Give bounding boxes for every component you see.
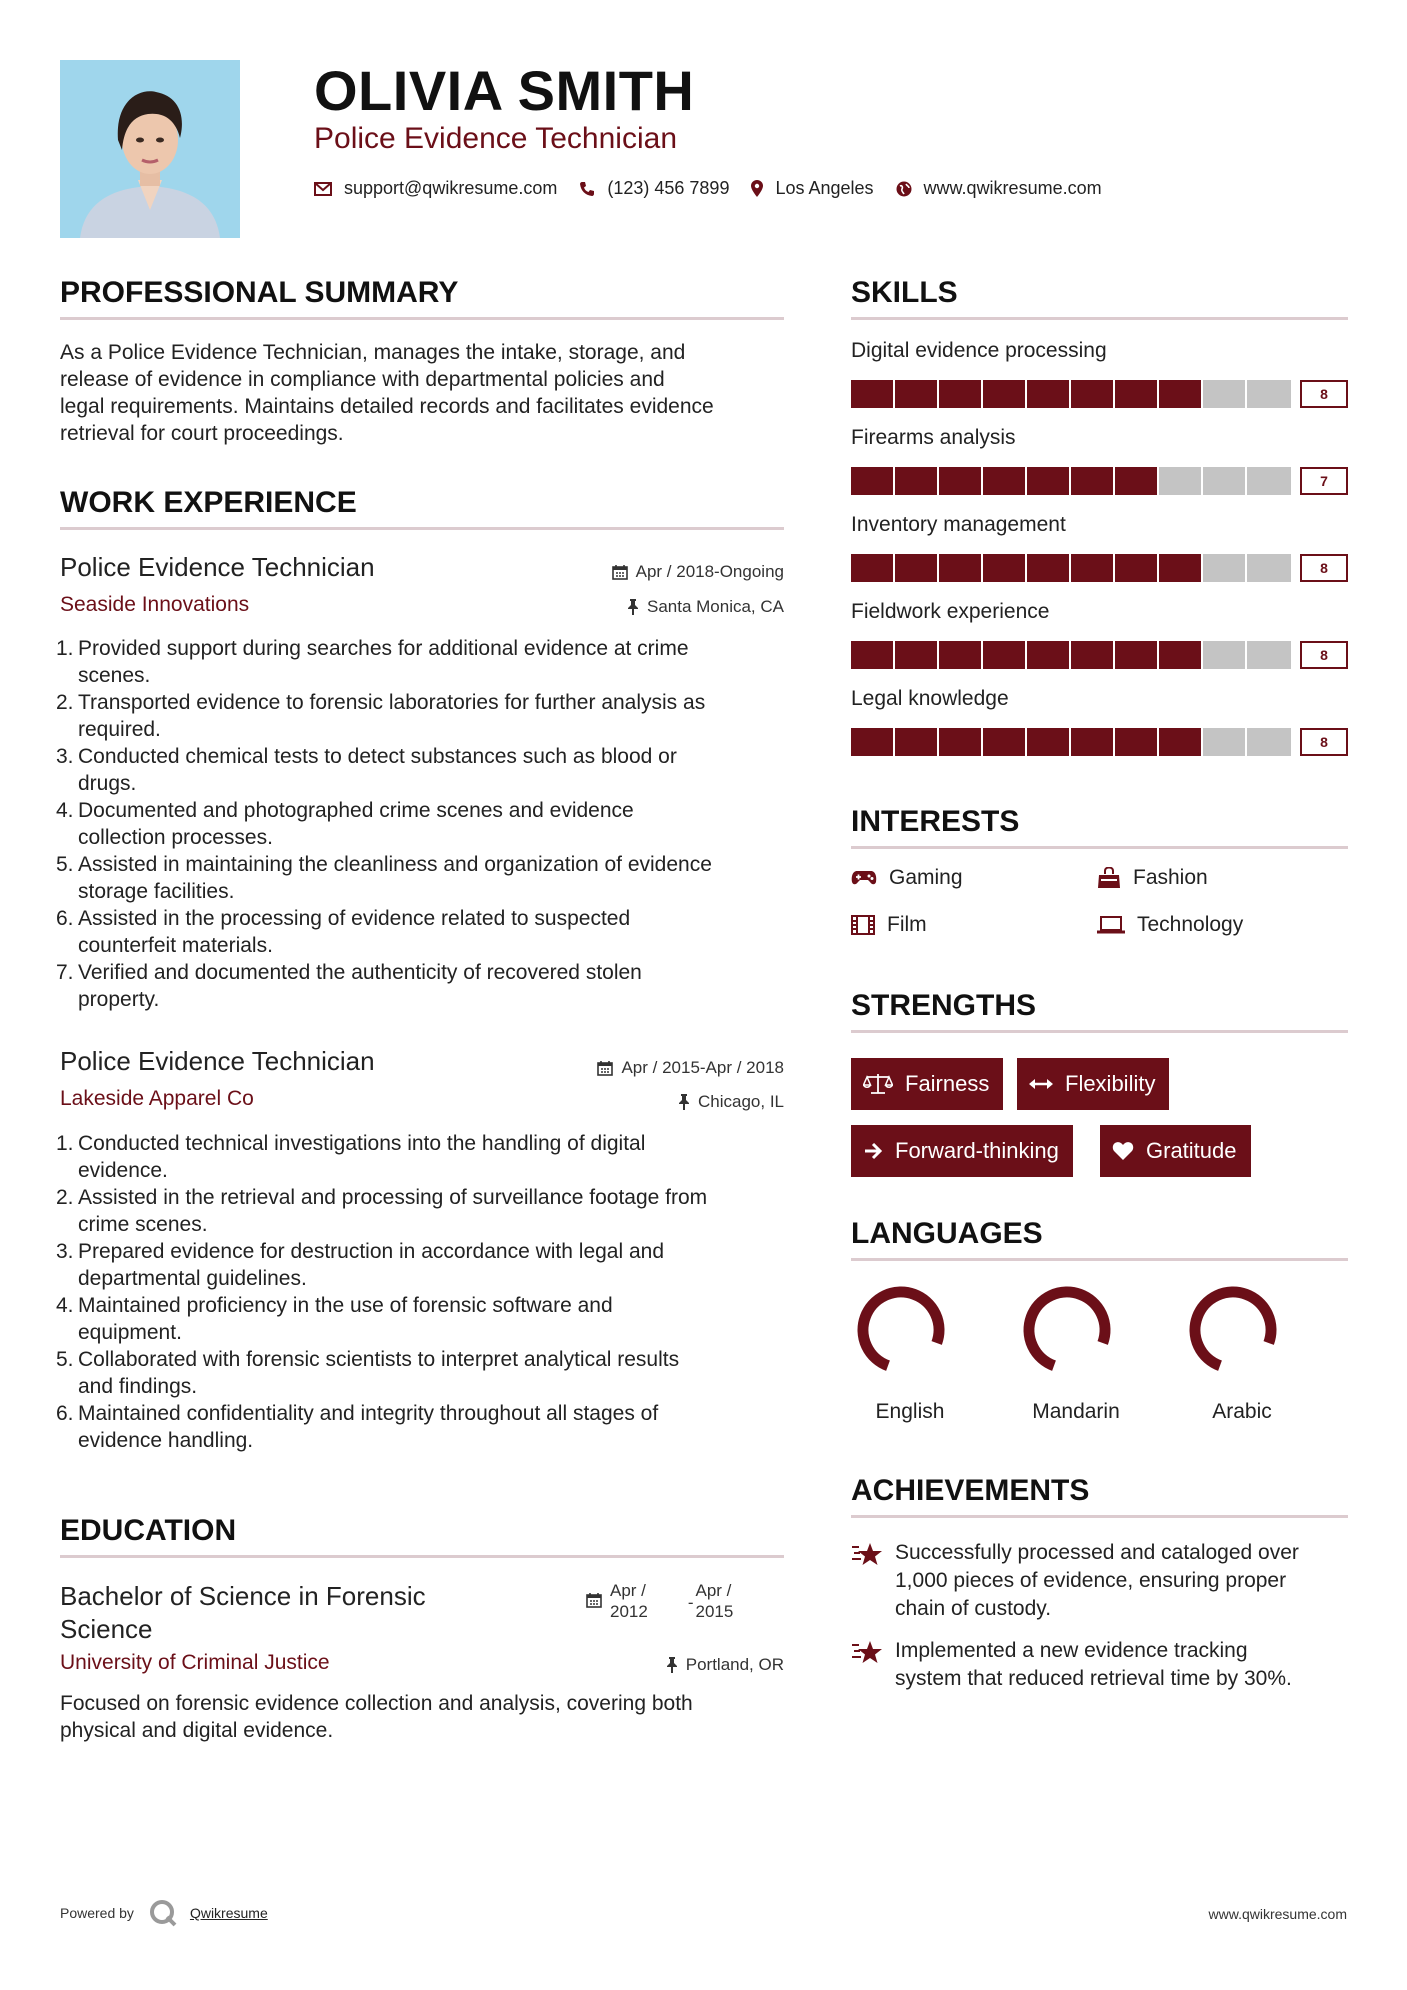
achievement-item xyxy=(851,1539,1351,1623)
film-icon xyxy=(851,915,875,935)
education-end xyxy=(696,1580,734,1622)
brand-link[interactable]: Qwikresume xyxy=(189,1905,268,1921)
interest-label: Technology xyxy=(1137,913,1244,936)
strength-label: Forward-thinking xyxy=(895,1138,1059,1163)
skill-bar xyxy=(851,554,1291,582)
shopping-bag-icon xyxy=(1097,867,1121,889)
skill-segment-filled xyxy=(1071,554,1113,582)
skill-segment-filled xyxy=(1115,467,1157,495)
language-level-ring xyxy=(1029,1292,1105,1366)
list-number: 4. xyxy=(56,1294,74,1317)
globe-icon xyxy=(896,181,912,197)
list-item xyxy=(56,851,800,905)
job-title: Police Evidence Technician xyxy=(60,1046,375,1076)
job-title: Police Evidence Technician xyxy=(60,552,375,582)
skill-segment-filled xyxy=(1115,554,1157,582)
summary-divider xyxy=(60,317,784,320)
skill-segment-empty xyxy=(1247,380,1291,408)
degree-line: Bachelor of Science in Forensic xyxy=(60,1581,426,1611)
skill-segment-filled xyxy=(895,380,937,408)
list-number: 2. xyxy=(56,1186,74,1209)
list-number: 2. xyxy=(56,691,74,714)
pin-icon xyxy=(627,599,639,615)
strength-tag-fairness xyxy=(851,1058,1003,1110)
skill-segment-filled xyxy=(1027,641,1069,669)
skill-segment-filled xyxy=(983,467,1025,495)
footer-branding xyxy=(60,1898,268,1928)
education-start xyxy=(610,1580,648,1622)
skill-score: 8 xyxy=(1300,554,1348,582)
skill-score: 8 xyxy=(1300,380,1348,408)
achievement-item xyxy=(851,1637,1351,1693)
skill-name: Digital evidence processing xyxy=(851,339,1107,362)
list-text: storage facilities. xyxy=(78,880,235,903)
list-item xyxy=(56,1130,800,1184)
list-text: evidence handling. xyxy=(78,1429,254,1452)
skill-segment-filled xyxy=(1027,380,1069,408)
skill-segment-filled xyxy=(1115,380,1157,408)
degree-title xyxy=(60,1580,426,1646)
summary-heading: PROFESSIONAL SUMMARY xyxy=(60,276,459,309)
skill-segment-empty xyxy=(1203,728,1245,756)
skill-score: 8 xyxy=(1300,641,1348,669)
list-text: collection processes. xyxy=(78,826,273,849)
summary-line: release of evidence in compliance with departmental policies and xyxy=(60,368,665,391)
map-marker-icon xyxy=(751,180,763,197)
skill-segment-filled xyxy=(983,380,1025,408)
education-desc-line: physical and digital evidence. xyxy=(60,1719,334,1742)
gamepad-icon xyxy=(851,870,877,886)
skill-segment-filled xyxy=(939,554,981,582)
job-location-text: Chicago, IL xyxy=(698,1092,784,1111)
achievement-line: 1,000 pieces of evidence, ensuring proper xyxy=(895,1569,1287,1592)
powered-by-text: Powered by xyxy=(60,1905,134,1921)
list-text: drugs. xyxy=(78,772,137,795)
skill-segment-filled xyxy=(1071,641,1113,669)
skill-segment-filled xyxy=(939,641,981,669)
star-medal-icon xyxy=(851,1639,883,1665)
list-number: 3. xyxy=(56,1240,74,1263)
language-label: English xyxy=(875,1400,945,1423)
company-name: Lakeside Apparel Co xyxy=(60,1087,254,1110)
degree-line: Science xyxy=(60,1614,153,1644)
list-number: 7. xyxy=(56,961,74,984)
skill-bar xyxy=(851,380,1291,408)
interest-label: Film xyxy=(887,913,927,936)
list-text: Verified and documented the authenticity of recovered stolen xyxy=(78,961,642,984)
skill-segment-empty xyxy=(1247,641,1291,669)
skill-segment-empty xyxy=(1247,728,1291,756)
job-location-text: Santa Monica, CA xyxy=(646,597,784,616)
skill-segment-filled xyxy=(983,641,1025,669)
list-text: Transported evidence to forensic laboratories for further analysis as xyxy=(78,691,706,714)
phone-icon xyxy=(579,181,595,197)
job-dates xyxy=(484,562,784,582)
skill-segment-filled xyxy=(1115,728,1157,756)
contact-email[interactable] xyxy=(314,178,557,199)
skill-segment-filled xyxy=(1071,728,1113,756)
calendar-icon xyxy=(612,564,628,580)
skill-segment-filled xyxy=(895,467,937,495)
list-text: Conducted technical investigations into the handling of digital xyxy=(78,1132,646,1155)
skill-segment-filled xyxy=(1159,641,1201,669)
skill-segment-filled xyxy=(939,380,981,408)
profile-photo xyxy=(60,60,240,238)
interest-label: Fashion xyxy=(1133,866,1208,889)
list-text: evidence. xyxy=(78,1159,168,1182)
list-text: counterfeit materials. xyxy=(78,934,273,957)
list-item xyxy=(56,1346,800,1400)
skill-bar xyxy=(851,728,1291,756)
email-text: support@qwikresume.com xyxy=(344,178,558,198)
skill-bar xyxy=(851,641,1291,669)
list-item xyxy=(56,1400,800,1454)
skill-score: 8 xyxy=(1300,728,1348,756)
skill-segment-filled xyxy=(983,728,1025,756)
education-location xyxy=(484,1655,784,1675)
list-number: 1. xyxy=(56,1132,74,1155)
skill-segment-filled xyxy=(1027,467,1069,495)
achievement-line: Implemented a new evidence tracking xyxy=(895,1639,1248,1662)
skill-name: Fieldwork experience xyxy=(851,600,1050,623)
interest-film xyxy=(851,913,927,937)
list-item xyxy=(56,1292,800,1346)
star-medal-icon xyxy=(851,1541,883,1567)
qwikresume-logo-icon xyxy=(148,1898,178,1928)
skill-segment-empty xyxy=(1203,380,1245,408)
achievement-line: system that reduced retrieval time by 30%. xyxy=(895,1667,1292,1690)
phone-text: (123) 456 7899 xyxy=(607,178,730,198)
list-text: scenes. xyxy=(78,664,151,687)
skill-segment-filled xyxy=(1159,380,1201,408)
footer-site-link[interactable]: www.qwikresume.com xyxy=(1208,1906,1347,1922)
pin-icon xyxy=(666,1657,678,1673)
date-part: 2012 xyxy=(610,1602,648,1621)
experience-heading: WORK EXPERIENCE xyxy=(60,486,357,519)
date-part: 2015 xyxy=(695,1602,734,1621)
skill-segment-filled xyxy=(895,641,937,669)
list-text: and findings. xyxy=(78,1375,198,1398)
skill-segment-filled xyxy=(1071,467,1113,495)
strength-label: Fairness xyxy=(905,1071,990,1096)
list-text: Maintained confidentiality and integrity throughout all stages of xyxy=(78,1402,659,1425)
achievement-line: Successfully processed and cataloged over xyxy=(895,1541,1299,1564)
summary-line: retrieval for court proceedings. xyxy=(60,422,344,445)
skill-segment-empty xyxy=(1203,641,1245,669)
strengths-divider xyxy=(851,1030,1348,1033)
skill-segment-filled xyxy=(895,554,937,582)
education-description xyxy=(60,1690,800,1744)
skill-segment-empty xyxy=(1247,554,1291,582)
skills-heading: SKILLS xyxy=(851,276,958,309)
skill-segment-empty xyxy=(1247,467,1291,495)
list-number: 5. xyxy=(56,1348,74,1371)
pin-icon xyxy=(678,1094,690,1110)
contact-phone[interactable] xyxy=(579,178,729,199)
job-task-list xyxy=(56,635,800,1013)
languages-divider xyxy=(851,1258,1348,1261)
candidate-name: OLIVIA SMITH xyxy=(314,59,695,122)
languages-heading: LANGUAGES xyxy=(851,1217,1043,1250)
list-text: Provided support during searches for additional evidence at crime xyxy=(78,637,689,660)
job-dates xyxy=(484,1058,784,1078)
skill-segment-filled xyxy=(851,380,893,408)
interests-heading: INTERESTS xyxy=(851,805,1020,838)
list-item xyxy=(56,797,800,851)
list-text: Maintained proficiency in the use of forensic software and xyxy=(78,1294,613,1317)
candidate-title: Police Evidence Technician xyxy=(314,122,678,155)
list-text: Assisted in maintaining the cleanliness and organization of evidence xyxy=(78,853,712,876)
skills-divider xyxy=(851,317,1348,320)
interest-technology xyxy=(1097,913,1243,937)
list-number: 4. xyxy=(56,799,74,822)
skill-segment-filled xyxy=(939,728,981,756)
skill-segment-filled xyxy=(851,467,893,495)
skill-segment-filled xyxy=(851,641,893,669)
list-text: Assisted in the retrieval and processing of surveillance footage from xyxy=(78,1186,708,1209)
balance-scale-icon xyxy=(863,1073,893,1095)
strength-label: Gratitude xyxy=(1146,1138,1237,1163)
list-text: Conducted chemical tests to detect substances such as blood or xyxy=(78,745,677,768)
date-part: Apr / xyxy=(610,1581,646,1600)
contact-website[interactable] xyxy=(896,178,1102,199)
skill-segment-empty xyxy=(1159,467,1201,495)
contact-location xyxy=(751,178,873,199)
school-name: University of Criminal Justice xyxy=(60,1651,330,1674)
language-label: Mandarin xyxy=(1032,1400,1120,1423)
job-dates-text: Apr / 2015-Apr / 2018 xyxy=(621,1058,784,1077)
skill-segment-filled xyxy=(1071,380,1113,408)
skill-name: Firearms analysis xyxy=(851,426,1016,449)
skill-segment-filled xyxy=(851,728,893,756)
language-level-ring xyxy=(1195,1292,1271,1366)
summary-line: As a Police Evidence Technician, manages the intake, storage, and xyxy=(60,341,686,364)
list-number: 3. xyxy=(56,745,74,768)
job-location xyxy=(484,597,784,617)
skill-segment-filled xyxy=(1027,554,1069,582)
strength-tag-flexibility xyxy=(1017,1058,1169,1110)
skill-segment-empty xyxy=(1203,467,1245,495)
laptop-icon xyxy=(1097,916,1125,934)
skill-name: Legal knowledge xyxy=(851,687,1009,710)
interest-fashion xyxy=(1097,866,1208,890)
calendar-icon xyxy=(597,1060,613,1076)
arrow-right-icon xyxy=(863,1142,883,1160)
list-text: departmental guidelines. xyxy=(78,1267,307,1290)
skill-segment-filled xyxy=(1115,641,1157,669)
achievements-divider xyxy=(851,1515,1348,1518)
list-number: 6. xyxy=(56,907,74,930)
list-text: crime scenes. xyxy=(78,1213,208,1236)
interest-gaming xyxy=(851,866,963,890)
interests-divider xyxy=(851,846,1348,849)
achievements-heading: ACHIEVEMENTS xyxy=(851,1474,1090,1507)
education-heading: EDUCATION xyxy=(60,1514,237,1547)
calendar-icon xyxy=(586,1592,602,1608)
strength-label: Flexibility xyxy=(1065,1071,1156,1096)
skill-segment-filled xyxy=(983,554,1025,582)
strengths-heading: STRENGTHS xyxy=(851,989,1037,1022)
summary-text xyxy=(60,339,800,447)
summary-line: legal requirements. Maintains detailed records and facilitates evidence xyxy=(60,395,714,418)
skill-bar xyxy=(851,467,1291,495)
date-separator: - xyxy=(687,1593,694,1612)
education-location-text: Portland, OR xyxy=(685,1655,784,1674)
list-item xyxy=(56,635,800,689)
skill-segment-filled xyxy=(895,728,937,756)
interest-label: Gaming xyxy=(889,866,963,889)
skill-segment-filled xyxy=(1159,554,1201,582)
language-rings xyxy=(851,1280,1348,1400)
skill-segment-filled xyxy=(851,554,893,582)
list-text: Assisted in the processing of evidence related to suspected xyxy=(78,907,631,930)
skill-segment-filled xyxy=(1159,728,1201,756)
skill-name: Inventory management xyxy=(851,513,1066,536)
list-text: Prepared evidence for destruction in accordance with legal and xyxy=(78,1240,665,1263)
education-dates xyxy=(586,1580,733,1622)
company-name: Seaside Innovations xyxy=(60,593,250,616)
list-text: Documented and photographed crime scenes and evidence xyxy=(78,799,634,822)
job-dates-text: Apr / 2018-Ongoing xyxy=(635,562,784,581)
skill-segment-filled xyxy=(939,467,981,495)
contact-bar xyxy=(314,178,1124,199)
list-item xyxy=(56,905,800,959)
list-item xyxy=(56,689,800,743)
education-divider xyxy=(60,1555,784,1558)
language-level-ring xyxy=(863,1292,939,1366)
skill-segment-filled xyxy=(1027,728,1069,756)
list-number: 1. xyxy=(56,637,74,660)
list-item xyxy=(56,1184,800,1238)
strength-tag-gratitude xyxy=(1100,1125,1251,1177)
job-task-list xyxy=(56,1130,800,1454)
list-number: 5. xyxy=(56,853,74,876)
strength-tag-forward-thinking xyxy=(851,1125,1073,1177)
list-text: Collaborated with forensic scientists to interpret analytical results xyxy=(78,1348,680,1371)
experience-divider xyxy=(60,527,784,530)
heart-icon xyxy=(1112,1141,1134,1161)
envelope-icon xyxy=(314,182,332,196)
date-part: Apr / xyxy=(695,1581,732,1600)
list-text: equipment. xyxy=(78,1321,182,1344)
skill-segment-empty xyxy=(1203,554,1245,582)
list-text: required. xyxy=(78,718,161,741)
list-number: 6. xyxy=(56,1402,74,1425)
list-item xyxy=(56,959,800,1013)
location-text: Los Angeles xyxy=(775,178,874,198)
list-item xyxy=(56,743,800,797)
website-text: www.qwikresume.com xyxy=(923,178,1102,198)
education-desc-line: Focused on forensic evidence collection and analysis, covering both xyxy=(60,1692,693,1715)
language-label: Arabic xyxy=(1212,1400,1272,1423)
skill-score: 7 xyxy=(1300,467,1348,495)
achievement-line: chain of custody. xyxy=(895,1597,1052,1620)
list-item xyxy=(56,1238,800,1292)
arrows-horizontal-icon xyxy=(1029,1077,1053,1091)
list-text: property. xyxy=(78,988,160,1011)
job-location xyxy=(484,1092,784,1112)
